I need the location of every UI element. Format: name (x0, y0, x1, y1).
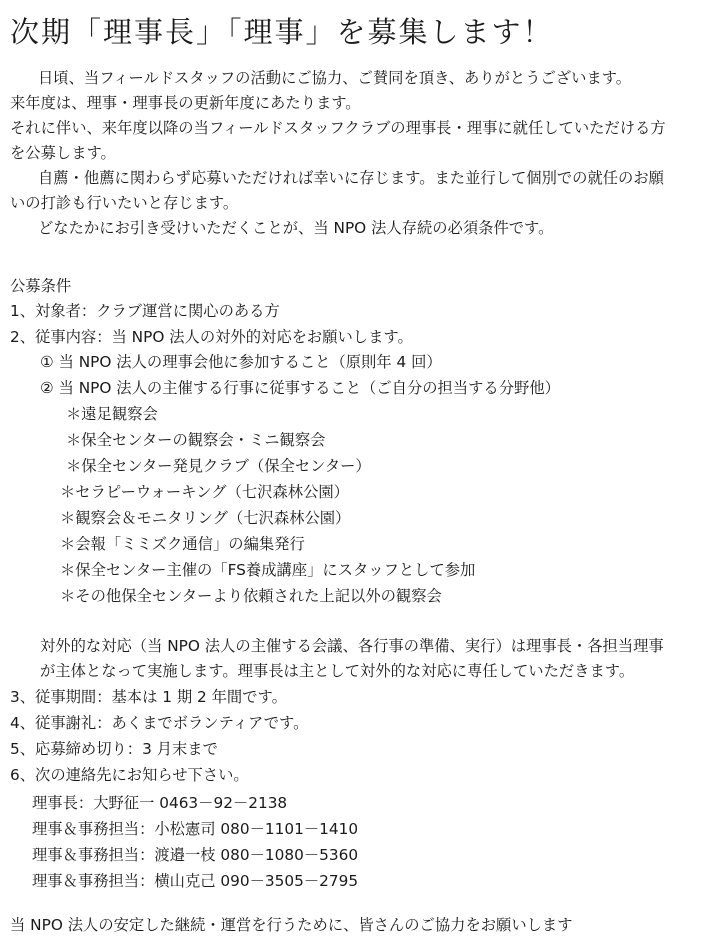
condition-subitem: ② 当 NPO 法人の主催する行事に従事すること（ご自分の担当する分野他） (40, 379, 560, 397)
page-title: 次期「理事長」「理事」を募集します！ (10, 15, 554, 49)
activity-item: ＊保全センターの観察会・ミニ観察会 (66, 431, 326, 449)
intro-line: いの打診も行いたいと存じます。 (10, 194, 239, 212)
activity-item: ＊保全センター主催の「FS養成講座」にスタッフとして参加 (60, 561, 476, 579)
intro-line: 来年度は、理事・理事長の更新年度にあたります。 (10, 94, 361, 112)
closing-line: 当 NPO 法人の安定した継続・運営を行うために、皆さんのご協力をお願いします (10, 916, 573, 934)
note-line: 対外的な対応（当 NPO 法人の主催する会議、各行事の準備、実行）は理事長・各担当理事 (40, 637, 664, 655)
contact-line: 理事＆事務担当：小松憲司 080－1101－1410 (32, 820, 359, 838)
intro-line: どなたかにお引き受けいただくことが、当 NPO 法人存続の必須条件です。 (38, 219, 554, 237)
condition-item: 5、応募締め切り：3 月末まで (10, 740, 218, 758)
condition-item: 1、対象者：クラブ運営に関心のある方 (10, 302, 280, 320)
activity-item: ＊観察会＆モニタリング（七沢森林公園） (60, 509, 351, 527)
contact-line: 理事長：大野征一 0463－92－2138 (32, 794, 288, 812)
intro-line: それに伴い、来年度以降の当フィールドスタッフクラブの理事長・理事に就任していただける方 (10, 119, 666, 137)
condition-subitem: ① 当 NPO 法人の理事会他に参加すること（原則年 4 回） (40, 353, 442, 371)
activity-item: ＊セラピーウォーキング（七沢森林公園） (60, 483, 349, 501)
activity-item: ＊会報「ミミズク通信」の編集発行 (60, 535, 305, 553)
activity-item: ＊その他保全センターより依頼された上記以外の観察会 (60, 587, 442, 605)
intro-line: 自薦・他薦に関わらず応募いただければ幸いに存じます。また並行して個別での就任のお願 (38, 169, 664, 187)
contact-line: 理事＆事務担当：渡邉一枝 080－1080－5360 (32, 846, 359, 864)
contact-line: 理事＆事務担当：横山克己 090－3505－2795 (32, 872, 359, 890)
intro-line: を公募します。 (10, 144, 116, 162)
conditions-heading: 公募条件 (10, 277, 72, 295)
condition-item: 3、従事期間：基本は 1 期 2 年間です。 (10, 688, 287, 706)
intro-line: 日頃、当フィールドスタッフの活動にご協力、ご賛同を頂き、ありがとうございます。 (38, 69, 632, 87)
activity-item: ＊保全センター発見クラブ（保全センター） (66, 457, 371, 475)
note-line: が主体となって実施します。理事長は主として対外的な対応に専任していただきます。 (40, 662, 635, 680)
activity-item: ＊遠足観察会 (66, 405, 158, 423)
condition-item: 4、従事謝礼：あくまでボランティアです。 (10, 714, 309, 732)
condition-item: 2、従事内容：当 NPO 法人の対外的対応をお願いします。 (10, 328, 413, 346)
condition-item: 6、次の連絡先にお知らせ下さい。 (10, 766, 249, 784)
